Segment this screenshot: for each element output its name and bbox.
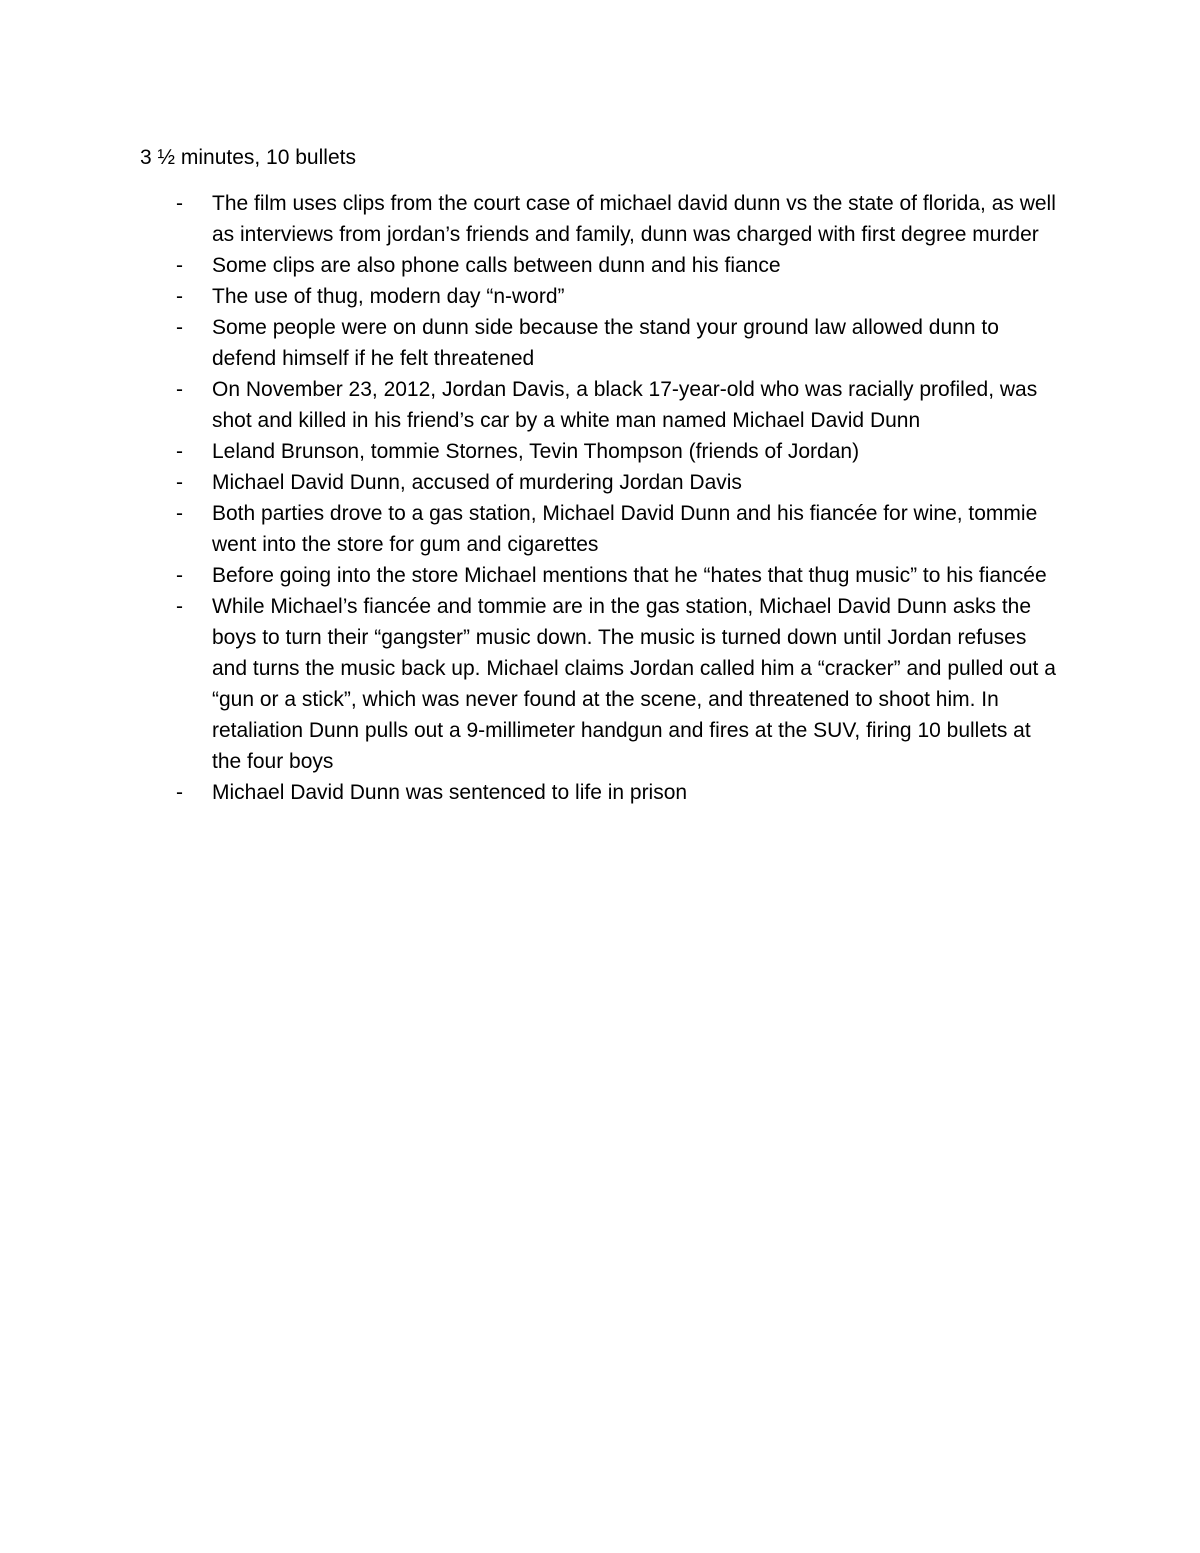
list-item-text: On November 23, 2012, Jordan Davis, a black 17-year-old who was racially profiled, was shot and killed in his friend’s car by a white man named Michael David Dunn [212, 378, 1038, 432]
list-item-text: Michael David Dunn, accused of murdering Jordan Davis [212, 471, 742, 494]
list-item-text: The film uses clips from the court case of michael david dunn vs the state of florida, as well as interviews from jordan’s friends and family, dunn was charged with first degree murder [212, 192, 1056, 246]
list-item [140, 498, 1065, 560]
list-item-text: Both parties drove to a gas station, Michael David Dunn and his fiancée for wine, tommie went into the store for gum and cigarettes [212, 502, 1038, 556]
bullet-dash: - [176, 595, 183, 618]
bullet-dash: - [176, 192, 183, 215]
bullet-dash: - [176, 254, 183, 277]
list-item-text: The use of thug, modern day “n-word” [212, 285, 565, 308]
bullet-dash: - [176, 564, 183, 587]
list-item [140, 560, 1065, 591]
bullet-list [140, 188, 1065, 808]
list-item [140, 436, 1065, 467]
list-item [140, 312, 1065, 374]
list-item [140, 374, 1065, 436]
list-item-text: Some clips are also phone calls between dunn and his fiance [212, 254, 781, 277]
bullet-dash: - [176, 285, 183, 308]
list-item [140, 467, 1065, 498]
list-item [140, 188, 1065, 250]
bullet-dash: - [176, 781, 183, 804]
list-item-text: Michael David Dunn was sentenced to life in prison [212, 781, 688, 804]
list-item [140, 281, 1065, 312]
document-title: 3 ½ minutes, 10 bullets [140, 146, 356, 169]
bullet-dash: - [176, 471, 183, 494]
list-item-text: Before going into the store Michael mentions that he “hates that thug music” to his fiancée [212, 564, 1047, 587]
list-item [140, 250, 1065, 281]
bullet-dash: - [176, 316, 183, 339]
list-item-text: Leland Brunson, tommie Stornes, Tevin Thompson (friends of Jordan) [212, 440, 860, 463]
list-item-text: Some people were on dunn side because the stand your ground law allowed dunn to defend himself if he felt threatened [212, 316, 999, 370]
list-item [140, 591, 1065, 777]
bullet-dash: - [176, 502, 183, 525]
bullet-dash: - [176, 378, 183, 401]
bullet-dash: - [176, 440, 183, 463]
list-item [140, 777, 1065, 808]
list-item-text: While Michael’s fiancée and tommie are in the gas station, Michael David Dunn asks the boys to turn their “gangster” music down. The music is turned down until Jordan refuses and turns the music back up. Michael claims Jordan called him a “cracker” and pulled out a “gun or a stick”, which was never found at the scene, and threatened to shoot him. In retaliation Dunn pulls out a 9-millimeter handgun and fires at the SUV, firing 10 bullets at the four boys [212, 595, 1056, 773]
